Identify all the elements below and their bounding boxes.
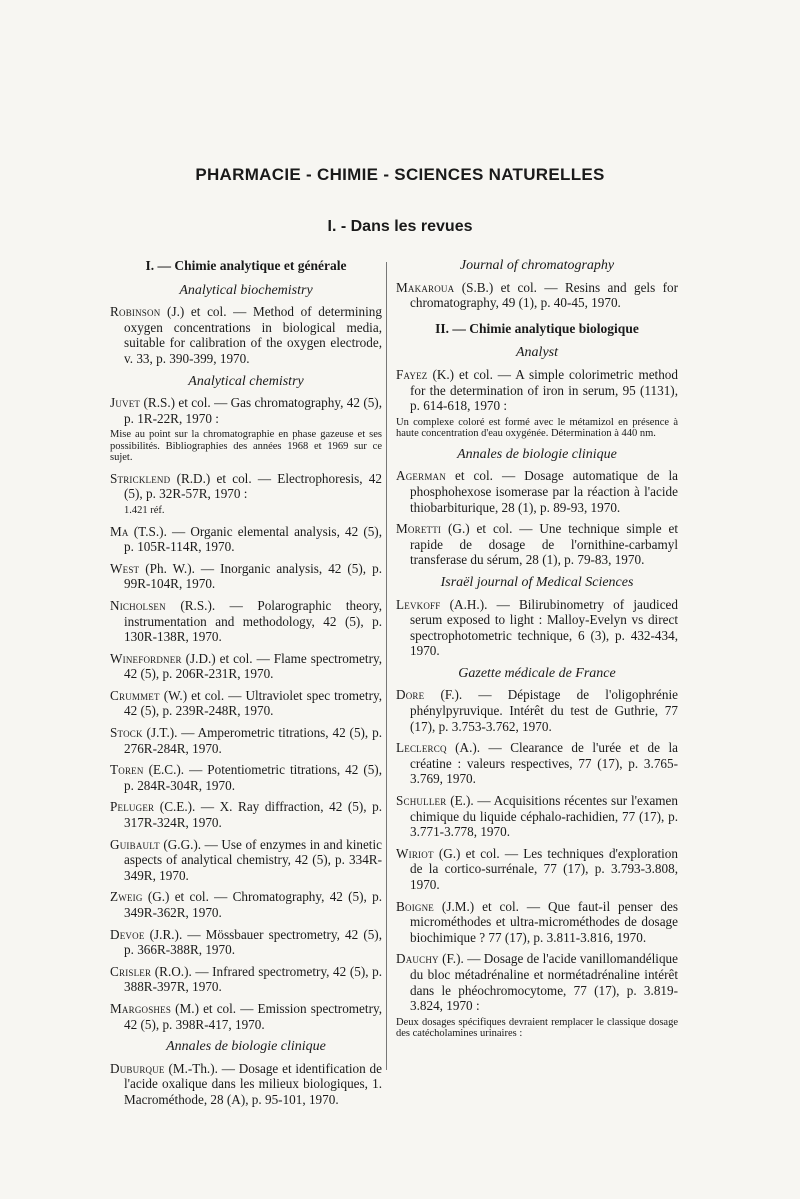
entry-text: (A.H.). — Bilirubinometry of jaudiced serum exposed to light : Malloy-Evelyn vs direct spectrophotometric technique, 6 (3), p. 432-434, 1970.	[410, 596, 678, 659]
bib-entry	[396, 367, 678, 414]
entry-text: (S.B.) et col. — Resins and gels for chromatography, 49 (1), p. 40-45, 1970.	[410, 279, 678, 311]
bib-entry	[110, 561, 382, 592]
journal-title: Analytical biochemistry	[179, 282, 313, 298]
bib-entry	[396, 899, 678, 946]
entry-author: Stricklend	[110, 470, 171, 486]
entry-text: (C.E.). — X. Ray diffraction, 42 (5), p. 317R-324R, 1970.	[124, 799, 382, 831]
bib-entry	[110, 1061, 382, 1108]
entry-author: Toren	[110, 762, 144, 778]
entry-text: (R.O.). — Infrared spectrometry, 42 (5), p. 388R-397R, 1970.	[124, 963, 382, 995]
entry-text: (J.D.) et col. — Flame spectrometry, 42 (5), p. 206R-231R, 1970.	[124, 650, 382, 682]
bib-entry	[110, 395, 382, 426]
bib-entry	[396, 280, 678, 311]
section-subtitle	[0, 218, 800, 236]
entry-author: Boigne	[396, 898, 434, 914]
entry-author: Fayez	[396, 366, 428, 382]
bib-entry	[396, 468, 678, 515]
bib-entry	[110, 799, 382, 830]
bib-entry	[396, 521, 678, 568]
subtitle-suffix: les revues	[394, 218, 473, 235]
journal-title: Analyst	[516, 345, 558, 361]
journal-title: Analytical chemistry	[188, 373, 304, 389]
bib-entry	[110, 762, 382, 793]
entry-author: Dore	[396, 687, 425, 703]
entry-text: et col. — Dosage automatique de la phosphohexose isomerase par la réaction à l'acide thiobarbiturique, 28 (1), p. 89-93, 1970.	[410, 468, 678, 515]
column-divider	[386, 262, 387, 1070]
entry-text: (R.S.). — Polarographic theory, instrumentation and methodology, 42 (5), p. 130R-138R, 1970.	[124, 597, 382, 645]
bib-entry	[110, 304, 382, 366]
entry-text: (E.C.). — Potentiometric titrations, 42 (5), p. 284R-304R, 1970.	[124, 762, 382, 793]
entry-text: (W.) et col. — Ultraviolet spec trometry, 42 (5), p. 239R-248R, 1970.	[124, 687, 382, 719]
entry-author: Wiriot	[396, 845, 434, 861]
bib-entry	[110, 471, 382, 502]
entry-author: Dauchy	[396, 951, 439, 967]
entry-text: (T.S.). — Organic elemental analysis, 42 (5), p. 105R-114R, 1970.	[124, 523, 382, 555]
bib-entry	[110, 964, 382, 995]
entry-author: Juvet	[110, 395, 141, 411]
entry-text: (K.) et col. — A simple colorimetric method for the determination of iron in serum, 95 (1131), p. 614-618, 1970 :	[410, 366, 678, 414]
journal-title: Israël journal of Medical Sciences	[440, 574, 634, 590]
entry-text: (A.). — Clearance de l'urée et de la créatine : valeurs respectives, 77 (17), p. 3.765-3.769, 1970.	[410, 740, 678, 787]
entry-text: (J.M.) et col. — Que faut-il penser des microméthodes et ultra-microméthodes de dosage biochimique ? 77 (17), p. 3.811-3.816, 1970.	[410, 898, 678, 945]
entry-author: Levkoff	[396, 596, 441, 612]
journal-title: Annales de biologie clinique	[166, 1039, 326, 1055]
entry-author: Robinson	[110, 304, 161, 320]
entry-author: Crisler	[110, 963, 152, 979]
journal-title: Gazette médicale de France	[458, 665, 616, 681]
entry-author: Moretti	[396, 521, 442, 537]
page-title: PHARMACIE - CHIMIE - SCIENCES NATURELLES	[195, 165, 605, 184]
bib-entry	[110, 837, 382, 884]
entry-text: (G.) et col. — Une technique simple et rapide de dosage de l'ornithine-carbamyl transferase du sérum, 28 (1), p. 79-83, 1970.	[410, 521, 678, 568]
entry-author: Agerman	[396, 468, 446, 484]
bib-entry	[110, 524, 382, 555]
bib-entry	[396, 740, 678, 787]
bib-entry	[396, 793, 678, 840]
entry-note: Un complexe coloré est formé avec le métamizol en présence à haute concentration d'eau oxygénée. Détermination à 440 nm.	[396, 416, 678, 440]
bib-entry	[396, 951, 678, 1013]
entry-text: (G.) et col. — Les techniques d'exploration de la cortico-surrénale, 77 (17), p. 3.793-3.808, 1970.	[410, 845, 678, 892]
right-column	[396, 258, 678, 1047]
bib-entry	[110, 927, 382, 958]
entry-text: (E.). — Acquisitions récentes sur l'examen chimique du liquide céphalo-rachidien, 77 (17), p. 3.771-3.778, 1970.	[410, 793, 678, 840]
entry-author: West	[110, 560, 140, 576]
bib-entry	[396, 597, 678, 659]
journal-title: Annales de biologie clinique	[457, 446, 617, 462]
bib-entry	[396, 687, 678, 734]
bib-entry	[396, 846, 678, 893]
bib-entry	[110, 598, 382, 645]
bib-entry	[110, 1001, 382, 1032]
entry-author: Zweig	[110, 889, 143, 905]
entry-author: Duburque	[110, 1060, 165, 1076]
entry-text: (F.). — Dosage de l'acide vanillomandélique du bloc métadrénaline et normétadrénaline intérêt dans le phéochromocytome, 77 (17), p. 3.819-3.824, 1970 :	[410, 951, 678, 1014]
entry-text: (M.-Th.). — Dosage et identification de l'acide oxalique dans les milieux biologiques, 1. Macrométhode, 28 (A), p. 95-101, 1970.	[124, 1060, 382, 1107]
entry-note: Deux dosages spécifiques devraient remplacer le classique dosage des catécholamines urinaires :	[396, 1016, 678, 1040]
entry-author: Devoe	[110, 926, 145, 942]
entry-note: 1.421 réf.	[124, 505, 165, 517]
journal-title: Journal of chromatography	[459, 258, 615, 273]
entry-text: (G.) et col. — Chromatography, 42 (5), p. 349R-362R, 1970.	[124, 889, 382, 920]
entry-text: (J.R.). — Mössbauer spectrometry, 42 (5), p. 366R-388R, 1970.	[124, 926, 382, 958]
section-heading: I. — Chimie analytique et générale	[145, 258, 347, 273]
entry-text: (M.) et col. — Emission spectrometry, 42 (5), p. 398R-417, 1970.	[124, 1000, 382, 1032]
entry-author: Margoshes	[110, 1000, 172, 1016]
entry-note: Mise au point sur la chromatographie en phase gazeuse et ses possibilités. Bibliographies des années 1968 et 1969 sur ce sujet.	[110, 429, 382, 464]
entry-author: Peluger	[110, 799, 155, 815]
entry-author: Leclercq	[396, 740, 447, 756]
entry-author: Guibault	[110, 836, 160, 852]
entry-author: Ma	[110, 523, 129, 539]
entry-author: Stock	[110, 725, 143, 741]
entry-text: (Ph. W.). — Inorganic analysis, 42 (5), p. 99R-104R, 1970.	[124, 560, 382, 592]
entry-text: (F.). — Dépistage de l'oligophrénie phénylpyruvique. Intérêt du test de Guthrie, 77 (17), p. 3.753-3.762, 1970.	[410, 687, 678, 734]
entry-author: Nicholsen	[110, 597, 166, 613]
entry-text: (R.D.) et col. — Electrophoresis, 42 (5), p. 32R-57R, 1970 :	[124, 470, 382, 502]
bib-entry	[110, 651, 382, 682]
entry-author: Crummet	[110, 687, 160, 703]
section-heading: II. — Chimie analytique biologique	[435, 320, 639, 336]
entry-text: (G.G.). — Use of enzymes in and kinetic aspects of analytical chemistry, 42 (5), p. 334R-349R, 1970.	[124, 836, 382, 883]
subtitle-prefix: I. -	[327, 218, 347, 235]
entry-author: Makaroua	[396, 279, 455, 295]
left-column	[110, 258, 382, 1114]
bib-entry	[110, 889, 382, 920]
entry-author: Schuller	[396, 793, 447, 809]
entry-text: (J.T.). — Amperometric titrations, 42 (5), p. 276R-284R, 1970.	[124, 725, 382, 756]
bib-entry	[110, 725, 382, 756]
subtitle-bold: Dans	[350, 218, 390, 235]
entry-author: Winefordner	[110, 650, 182, 666]
bib-entry	[110, 688, 382, 719]
entry-text: (J.) et col. — Method of determining oxygen concentrations in biological media, suitable for calibration of the oxygen electrode, v. 33, p. 390-399, 1970.	[124, 304, 382, 366]
entry-text: (R.S.) et col. — Gas chromatography, 42 (5), p. 1R-22R, 1970 :	[124, 395, 382, 426]
